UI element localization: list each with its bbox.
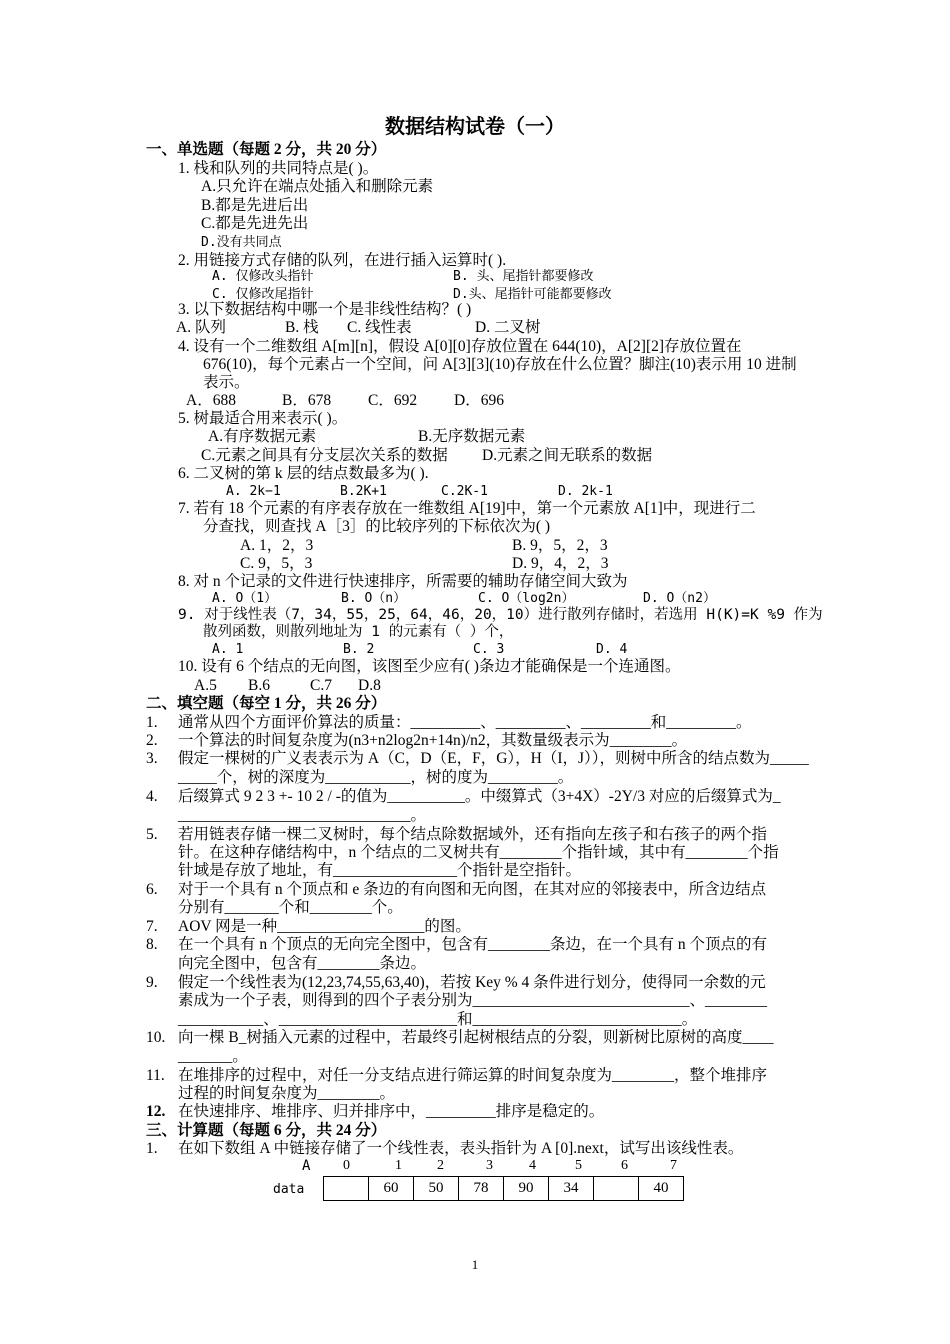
q1-option-c: C.都是先进先出 (201, 215, 309, 232)
fill-9-text-cont: 素成为一个子表，则得到的四个子表分别为____________________________、________ (178, 992, 768, 1009)
array-index: 3 (486, 1158, 493, 1173)
q9-option-d: D. 4 (596, 642, 628, 657)
fill-7-text: AOV 网是一种___________________的图。 (178, 918, 471, 935)
array-index: 2 (437, 1158, 444, 1173)
q3-stem: 3. 以下数据结构中哪一个是非线性结构？( ) (178, 301, 472, 318)
fill-9-text: 假定一个线性表为(12,23,74,55,63,40)，若按 Key % 4 条件进行划分，使得同一余数的元 (178, 974, 766, 991)
q3-option-d: D. 二叉树 (475, 319, 541, 336)
fill-7-number: 7. (146, 918, 158, 935)
linked-array-table (323, 1176, 684, 1201)
q10-stem: 10. 设有 6 个结点的无向图，该图至少应有( )条边才能确保是一个连通图。 (178, 658, 681, 675)
q8-option-a: A. O（1） (212, 591, 278, 606)
fill-4-text-cont: ______________________________。 (178, 807, 427, 824)
section-3-heading: 三、计算题（每题 6 分，共 24 分） (146, 1122, 387, 1139)
q1-option-a: A.只允许在端点处插入和删除元素 (201, 178, 434, 195)
q3-option-a: A. 队列 (176, 319, 226, 336)
q4-option-c: C．692 (368, 392, 418, 409)
q4-stem-cont: 表示。 (203, 374, 250, 391)
calc-1-text: 在如下数组 A 中链接存储了一个线性表，表头指针为 A [0].next，试写出该线性表。 (178, 1140, 744, 1157)
q3-option-b: B. 栈 (285, 319, 319, 336)
fill-8-text: 在一个具有 n 个顶点的无向完全图中，包含有________条边，在一个具有 n 个顶点的有 (178, 936, 768, 953)
q6-option-c: C.2K-1 (441, 484, 488, 499)
q6-option-a: A. 2k−1 (226, 484, 281, 499)
q2-stem: 2. 用链接方式存储的队列，在进行插入运算时( ). (178, 252, 507, 269)
fill-5-number: 5. (146, 826, 158, 843)
q6-option-b: B.2K+1 (340, 484, 387, 499)
fill-3-text: 假定一棵树的广义表表示为 A（C，D（E，F，G），H（I，J）），则树中所含的结点数为_____ (178, 750, 809, 767)
fill-11-text-cont: 过程的时间复杂度为________。 (178, 1085, 396, 1102)
q4-option-b: B．678 (282, 392, 332, 409)
fill-6-number: 6. (146, 881, 158, 898)
q8-option-b: B. O（n） (341, 591, 407, 606)
fill-2-text: 一个算法的时间复杂度为(n3+n2log2n+14n)/n2，其数量级表示为________。 (178, 732, 688, 749)
fill-8-number: 8. (146, 936, 158, 953)
q5-option-a: A.有序数据元素 (208, 428, 317, 445)
q7-option-a: A. 1，2，3 (240, 537, 314, 554)
fill-12-number: 12. (146, 1103, 166, 1120)
array-cell: 34 (549, 1177, 594, 1201)
fill-10-text-cont: _______。 (178, 1048, 248, 1065)
fill-1-number: 1. (146, 714, 158, 731)
q10-option-a: A.5 (194, 677, 217, 694)
array-index: 5 (575, 1158, 582, 1173)
q2-option-d: D.头、尾指针可能都要修改 (453, 287, 612, 302)
array-cell: 90 (504, 1177, 549, 1201)
q5-option-b: B.无序数据元素 (418, 428, 526, 445)
q6-option-d: D. 2k-1 (558, 484, 613, 499)
fill-6-text: 对于一个具有 n 个顶点和 e 条边的有向图和无向图，在其对应的邻接表中，所含边结点 (178, 881, 767, 898)
q1-option-b: B.都是先进后出 (201, 197, 309, 214)
array-index: 7 (670, 1158, 677, 1173)
array-cell (324, 1177, 369, 1201)
fill-9-text-cont: ___________、_______________________和___________________________。 (178, 1011, 698, 1028)
q7-option-b: B. 9，5，2，3 (512, 537, 608, 554)
array-index: 0 (343, 1158, 350, 1173)
q8-option-d: D. O（n2） (643, 591, 716, 606)
q3-option-c: C. 线性表 (347, 319, 412, 336)
fill-3-text-cont: _____个，树的深度为___________，树的度为_________。 (178, 769, 574, 786)
array-index: 1 (395, 1158, 402, 1173)
fill-9-number: 9. (146, 974, 158, 991)
section-1-heading: 一、单选题（每题 2 分，共 20 分） (146, 141, 387, 158)
fill-12-text: 在快速排序、堆排序、归并排序中，_________排序是稳定的。 (178, 1103, 605, 1120)
fill-4-text: 后缀算式 9 2 3 +- 10 2 / -的值为__________。中缀算式（3+4X）-2Y/3 对应的后缀算式为_ (178, 788, 781, 805)
array-cell: 50 (414, 1177, 459, 1201)
q8-stem: 8. 对 n 个记录的文件进行快速排序，所需要的辅助存储空间大致为 (178, 573, 628, 590)
fill-5-text-cont: 针域是存放了地址，有________________个指针是空指针。 (178, 862, 582, 879)
page-number: 1 (471, 1257, 479, 1272)
q6-stem: 6. 二叉树的第 k 层的结点数最多为( ). (178, 465, 429, 482)
array-cell (594, 1177, 639, 1201)
q10-option-b: B.6 (248, 677, 270, 694)
fill-6-text-cont: 分别有_______个和________个。 (178, 899, 403, 916)
q5-option-c: C.元素之间具有分支层次关系的数据 (201, 447, 448, 464)
q1-stem: 1. 栈和队列的共同特点是( )。 (178, 160, 379, 177)
q9-stem: 9. 对于线性表（7，34，55，25，64，46，20，10）进行散列存储时，若选用 H(K)=K %9 作为 (178, 607, 823, 623)
fill-5-text: 若用链表存储一棵二叉树时，每个结点除数据域外，还有指向左孩子和右孩子的两个指 (178, 826, 768, 843)
fill-11-text: 在堆排序的过程中，对任一分支结点进行筛运算的时间复杂度为________，整个堆排序 (178, 1067, 768, 1084)
fill-4-number: 4. (146, 788, 158, 805)
array-index: 6 (621, 1158, 628, 1173)
q2-option-c: C. 仅修改尾指针 (212, 287, 314, 302)
fill-11-number: 11. (146, 1067, 165, 1084)
q4-option-a: A．688 (186, 392, 236, 409)
fill-2-number: 2. (146, 732, 158, 749)
fill-1-text: 通常从四个方面评价算法的质量：_________、_________、_________和_________。 (178, 714, 752, 731)
q10-option-c: C.7 (310, 677, 332, 694)
fill-5-text-cont: 针。在这种存储结构中，n 个结点的二叉树共有________个指针域，其中有________个指 (178, 844, 779, 861)
q2-option-b: B. 头、尾指针都要修改 (453, 269, 594, 284)
table-row (324, 1177, 684, 1201)
calc-1-number: 1. (146, 1140, 158, 1157)
fill-3-number: 3. (146, 750, 158, 767)
q4-stem: 4. 设有一个二维数组 A[m][n]，假设 A[0][0]存放位置在 644(10)，A[2][2]存放位置在 (178, 338, 742, 355)
fill-10-text: 向一棵 B_树插入元素的过程中，若最终引起树根结点的分裂，则新树比原树的高度____ (178, 1029, 774, 1046)
q7-option-c: C. 9，5，3 (240, 555, 313, 572)
q2-option-a: A. 仅修改头指针 (212, 269, 314, 284)
q7-stem-cont: 分查找，则查找 A［3］的比较序列的下标依次为( ) (203, 518, 551, 535)
array-label-a: A (302, 1158, 311, 1174)
q9-stem-cont: 散列函数，则散列地址为 1 的元素有（ ）个， (203, 624, 514, 640)
q4-stem-cont: 676(10)，每个元素占一个空间，问 A[3][3](10)存放在什么位置？脚注(10)表示用 10 进制 (203, 356, 797, 373)
page-title: 数据结构试卷（一） (385, 116, 565, 138)
array-label-data: data (273, 1182, 305, 1197)
q7-option-d: D. 9，4，2，3 (512, 555, 609, 572)
fill-8-text-cont: 向完全图中，包含有________条边。 (178, 955, 427, 972)
array-index: 4 (529, 1158, 536, 1173)
q1-option-d: D.没有共同点 (201, 235, 282, 250)
array-cell: 78 (459, 1177, 504, 1201)
q8-option-c: C. O（log2n） (478, 591, 575, 606)
q5-stem: 5. 树最适合用来表示( )。 (178, 410, 348, 427)
q5-option-d: D.元素之间无联系的数据 (482, 447, 653, 464)
array-cell: 40 (639, 1177, 684, 1201)
array-cell: 60 (369, 1177, 414, 1201)
q7-stem: 7. 若有 18 个元素的有序表存放在一维数组 A[19]中，第一个元素放 A[1]中，现进行二 (178, 500, 756, 517)
q9-option-c: C. 3 (473, 642, 505, 657)
q9-option-b: B. 2 (343, 642, 375, 657)
q4-option-d: D．696 (454, 392, 504, 409)
section-2-heading: 二、填空题（每空 1 分，共 26 分） (146, 695, 387, 712)
fill-10-number: 10. (146, 1029, 166, 1046)
q10-option-d: D.8 (358, 677, 381, 694)
q9-option-a: A. 1 (212, 642, 244, 657)
